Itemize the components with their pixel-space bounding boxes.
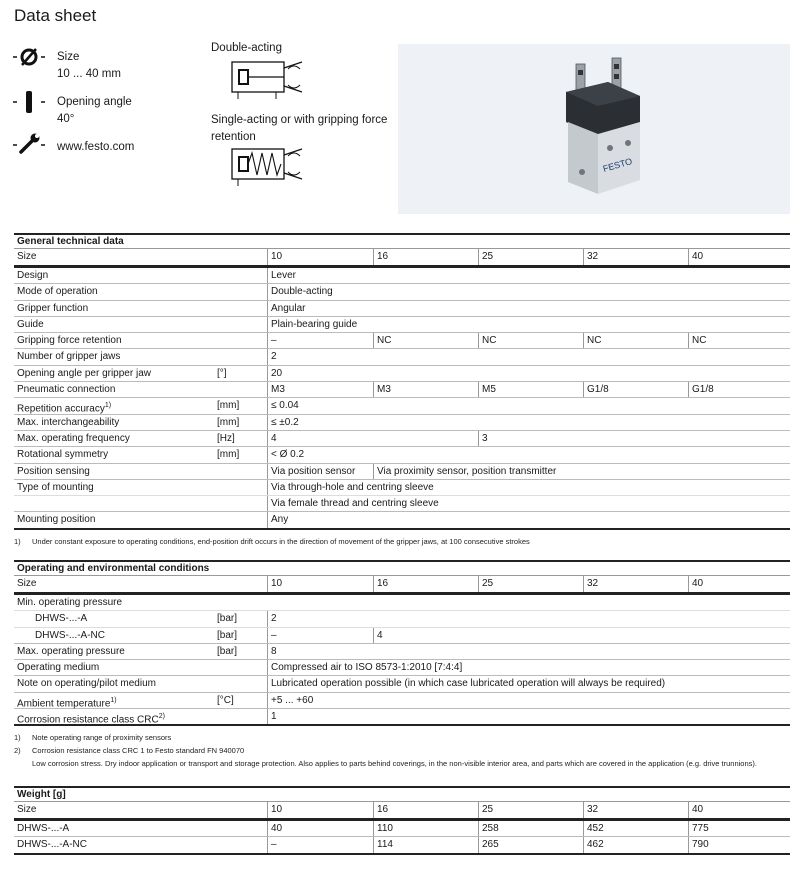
row-label: Gripper function (17, 302, 89, 314)
single-acting-symbol (218, 145, 310, 187)
feature-opening-angle (57, 94, 132, 128)
size-col-16: 16 (373, 802, 388, 818)
row-value: 40 (267, 821, 282, 836)
size-label: Size (17, 251, 37, 262)
table-row (14, 496, 790, 512)
row-label: Mode of operation (17, 286, 98, 298)
row-value: M3 (373, 382, 391, 397)
table-row (14, 317, 790, 333)
row-label: Gripping force retention (17, 335, 122, 347)
row-label: Max. operating pressure (17, 645, 125, 657)
row-value: 265 (478, 837, 499, 852)
gripper-illustration (398, 44, 790, 214)
symbol-single-acting-line1: Single-acting or with gripping force (211, 114, 388, 126)
row-unit: [°C] (217, 694, 234, 706)
footnote-number: 1) (14, 537, 21, 546)
row-label: DHWS-...-A-NC (35, 629, 105, 641)
table-row (14, 821, 790, 837)
size-col-32: 32 (583, 249, 598, 265)
size-col-10: 10 (267, 802, 282, 818)
table-row (14, 333, 790, 349)
row-value: – (267, 628, 277, 643)
footnote (14, 731, 757, 744)
table-row (14, 284, 790, 300)
footnote-text: Under constant exposure to operating conditions, end-position drift occurs in the direction of movement of the gripper jaws, at 100 consecutive strokes (32, 537, 530, 546)
footnote-ref: 2) (158, 713, 165, 721)
double-acting-symbol (218, 58, 310, 100)
row-label: Guide (17, 318, 44, 330)
table-row (14, 480, 790, 496)
size-col-40: 40 (688, 802, 703, 818)
size-col-16: 16 (373, 576, 388, 592)
table-row (14, 431, 790, 447)
row-label (14, 709, 165, 724)
table-row (14, 349, 790, 365)
row-label: DHWS-...-A (17, 823, 70, 834)
size-col-32: 32 (583, 802, 598, 818)
table-row (14, 660, 790, 676)
footnote-ref: 1) (110, 696, 117, 704)
row-label-text: Ambient temperature (17, 698, 111, 710)
row-value: Lubricated operation possible (in which case lubricated operation will always be required) (267, 676, 665, 691)
footnote (14, 757, 757, 770)
page-title: Data sheet (14, 6, 97, 25)
feature-angle-value: 40° (57, 113, 75, 125)
table-row (14, 611, 790, 627)
footnote-ref: 1) (104, 402, 112, 410)
footnote-text: Low corrosion stress. Dry indoor application or transport and storage protection. Also applies to parts behind coverings, in the non-visible interior area, and parts which are covered in the application (e.g. drive trunnions). (32, 759, 757, 768)
general-caption: General technical data (14, 233, 790, 248)
row-value: 2 (267, 349, 277, 364)
footnote (14, 744, 757, 757)
svg-text:FESTO: FESTO (601, 156, 634, 174)
table-row (14, 644, 790, 660)
row-value: 20 (267, 366, 282, 381)
symbol-double-acting-label: Double-acting (211, 42, 282, 54)
row-value: M5 (478, 382, 496, 397)
row-label: Position sensing (17, 465, 90, 477)
size-col-10: 10 (267, 576, 282, 592)
table-row (14, 595, 790, 611)
row-value: Lever (267, 268, 296, 283)
footnote-number: 2) (14, 746, 21, 755)
row-unit: [bar] (217, 629, 238, 641)
table-row (14, 628, 790, 644)
general-technical-data-table (14, 233, 790, 530)
row-value: Compressed air to ISO 8573-1:2010 [7:4:4] (267, 660, 462, 675)
opening-angle-icon (12, 88, 46, 116)
row-label: Max. operating frequency (17, 432, 130, 444)
row-value: 4 (373, 628, 383, 643)
row-value: 790 (688, 837, 709, 852)
row-value: +5 ... +60 (267, 693, 313, 708)
row-value: NC (373, 333, 391, 348)
row-label: Mounting position (17, 514, 96, 526)
row-value: 110 (373, 821, 393, 836)
row-value: – (267, 333, 277, 348)
table-row (14, 512, 790, 529)
row-value: 2 (267, 611, 277, 626)
row-value: Via through-hole and centring sleeve (267, 480, 434, 495)
row-label (14, 398, 111, 413)
operating-conditions-table (14, 560, 790, 726)
size-col-40: 40 (688, 249, 703, 265)
row-value: 3 (478, 431, 488, 446)
row-unit: [mm] (217, 400, 240, 412)
row-unit: [Hz] (217, 432, 235, 444)
row-value: Plain-bearing guide (267, 317, 357, 332)
size-diameter-icon (12, 44, 46, 72)
environment-size-header (14, 575, 790, 595)
row-value: 452 (583, 821, 604, 836)
environment-caption: Operating and environmental conditions (14, 560, 790, 575)
footnote-number: 1) (14, 733, 21, 742)
row-label: Min. operating pressure (17, 597, 123, 608)
row-value: Double-acting (267, 284, 333, 299)
row-value: Angular (267, 301, 305, 316)
size-col-40: 40 (688, 576, 703, 592)
table-row (14, 693, 790, 709)
row-value: 1 (267, 709, 277, 724)
size-col-32: 32 (583, 576, 598, 592)
feature-size (57, 49, 121, 83)
row-label: Operating medium (17, 662, 100, 674)
row-value: 8 (267, 644, 277, 659)
row-label (14, 693, 117, 708)
footnote-text: Note operating range of proximity sensors (32, 733, 172, 742)
row-label: Opening angle per gripper jaw (17, 367, 151, 379)
symbol-single-acting-label (211, 112, 387, 146)
feature-angle-label: Opening angle (57, 96, 132, 108)
size-col-25: 25 (478, 576, 493, 592)
row-value: < Ø 0.2 (267, 447, 304, 462)
row-value: 4 (267, 431, 277, 446)
row-value: 775 (688, 821, 709, 836)
row-label-text: Corrosion resistance class CRC (17, 714, 159, 726)
row-value: Via female thread and centring sleeve (267, 496, 439, 511)
table-row (14, 837, 790, 854)
general-size-header (14, 248, 790, 268)
table-row (14, 415, 790, 431)
row-unit: [mm] (217, 416, 240, 428)
environment-footnotes (14, 731, 757, 770)
row-label: Design (17, 270, 49, 281)
row-unit: [bar] (217, 645, 238, 657)
row-unit: [°] (217, 367, 227, 379)
table-row (14, 447, 790, 463)
row-value: Via proximity sensor, position transmitter (373, 464, 556, 479)
row-value: 462 (583, 837, 604, 852)
row-value: G1/8 (583, 382, 609, 397)
weight-caption: Weight [g] (14, 786, 790, 801)
row-label: DHWS-...-A-NC (17, 839, 87, 851)
table-row (14, 709, 790, 726)
row-label: Rotational symmetry (17, 449, 109, 461)
row-label: Type of mounting (17, 481, 94, 493)
table-row (14, 301, 790, 317)
table-row (14, 676, 790, 692)
general-footnote (14, 535, 530, 548)
size-col-25: 25 (478, 802, 493, 818)
symbol-single-acting-line2: retention (211, 131, 256, 143)
row-label-text: Repetition accuracy (17, 403, 105, 415)
size-col-25: 25 (478, 249, 493, 265)
product-image (398, 44, 790, 214)
size-col-16: 16 (373, 249, 388, 265)
row-unit: [bar] (217, 613, 238, 625)
feature-website[interactable]: www.festo.com (57, 141, 135, 153)
feature-size-label: Size (57, 51, 80, 63)
row-value: NC (583, 333, 601, 348)
size-col-10: 10 (267, 249, 282, 265)
row-value: 258 (478, 821, 499, 836)
table-row (14, 464, 790, 480)
row-value: – (267, 837, 277, 852)
row-value: NC (478, 333, 496, 348)
row-label: Number of gripper jaws (17, 351, 121, 363)
feature-size-value: 10 ... 40 mm (57, 68, 121, 80)
row-value: G1/8 (688, 382, 714, 397)
row-value: 114 (373, 837, 393, 852)
table-row (14, 268, 790, 284)
size-label: Size (17, 804, 37, 815)
table-row (14, 382, 790, 398)
row-value: Via position sensor (267, 464, 355, 479)
row-value: ≤ 0.04 (267, 398, 299, 413)
row-value: NC (688, 333, 706, 348)
table-row (14, 398, 790, 414)
row-value: ≤ ±0.2 (267, 415, 299, 430)
row-label: Pneumatic connection (17, 384, 116, 396)
row-value: M3 (267, 382, 285, 397)
wrench-icon (12, 131, 46, 159)
weight-size-header (14, 801, 790, 821)
row-unit: [mm] (217, 449, 240, 461)
size-label: Size (17, 578, 37, 589)
table-row (14, 366, 790, 382)
row-label: DHWS-...-A (35, 613, 88, 625)
row-value: Any (267, 512, 288, 527)
row-label: Note on operating/pilot medium (17, 678, 156, 690)
footnote-text: Corrosion resistance class CRC 1 to Festo standard FN 940070 (32, 746, 245, 755)
row-label: Max. interchangeability (17, 416, 120, 428)
weight-table (14, 786, 790, 855)
